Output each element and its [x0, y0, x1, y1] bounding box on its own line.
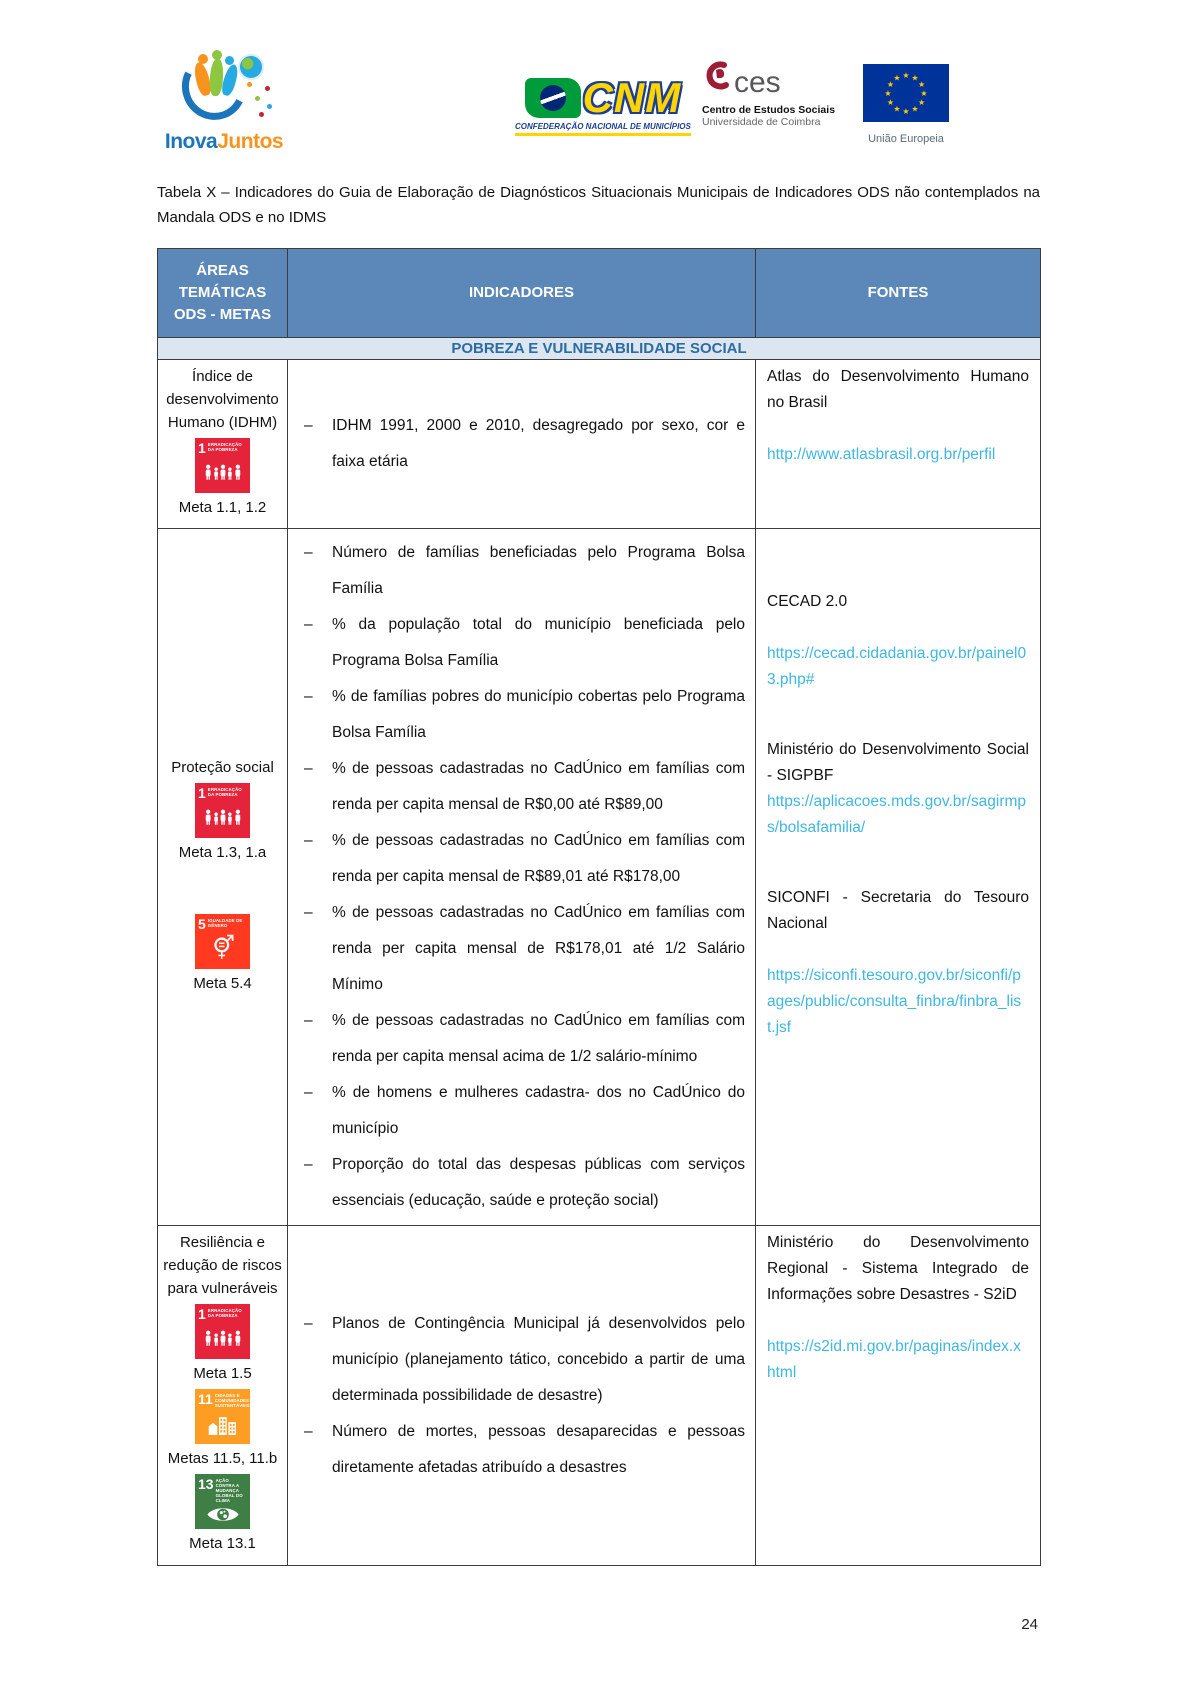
ces-logo — [702, 60, 835, 128]
svg-text:★: ★ — [920, 89, 928, 98]
source-name: CECAD 2.0 — [767, 593, 848, 610]
indicators-cell — [288, 360, 756, 529]
meta-label: Metas 11.5, 11.b — [167, 1450, 278, 1467]
meta-label: Meta 1.5 — [193, 1365, 252, 1382]
fontes-cell — [756, 529, 1041, 1226]
source-name: Ministério do Desenvolvimento Social - SIGPBF — [767, 741, 1029, 784]
ces-wordmark: ces — [734, 66, 781, 99]
indicator-item: – Planos de Contingência Municipal já desenvolvidos pelo município (planejamento tático, concebido a partir de uma determinada possibilidade de desastre) — [296, 1306, 745, 1414]
cnm-caption: CONFEDERAÇÃO NACIONAL DE MUNICÍPIOS — [515, 122, 691, 136]
source-link[interactable]: https://aplicacoes.mds.gov.br/sagirmps/bolsafamilia/ — [767, 793, 1027, 836]
area-title: Proteção social — [171, 758, 274, 776]
indicators-table — [157, 248, 1041, 1566]
cnm-wordmark: CNM — [582, 74, 682, 121]
sdg-1-icon: 1 ERRADICAÇÃO DA POBREZA — [195, 1304, 250, 1359]
brazil-flag-icon — [525, 78, 581, 118]
eu-logo — [863, 64, 949, 145]
indicator-item: – % de homens e mulheres cadastra- dos no CadÚnico do município — [296, 1075, 745, 1147]
svg-text:★: ★ — [893, 73, 901, 83]
indicator-item: – Número de famílias beneficiadas pelo Programa Bolsa Família — [296, 535, 745, 607]
svg-text:★: ★ — [911, 73, 919, 83]
svg-text:★: ★ — [918, 80, 926, 89]
indicators-cell — [288, 529, 756, 1226]
area-title: Índice de desenvolvimento Humano (IDHM) — [166, 368, 279, 431]
inovajuntos-emblem-icon — [176, 52, 272, 126]
column-header-areas: ÁREAS TEMÁTICAS ODS - METAS — [158, 249, 288, 338]
area-cell-protecao-social — [158, 529, 288, 1226]
indicator-item: – Número de mortes, pessoas desaparecidas e pessoas diretamente afetadas atribuído a desastres — [296, 1414, 745, 1486]
source-link[interactable]: http://www.atlasbrasil.org.br/perfil — [767, 446, 996, 463]
eu-flag-icon — [863, 64, 949, 122]
section-title: POBREZA E VULNERABILIDADE SOCIAL — [158, 338, 1041, 360]
source-name: SICONFI - Secretaria do Tesouro Nacional — [767, 889, 1029, 932]
table-row — [158, 360, 1041, 529]
sdg-1-icon: 1 ERRADICAÇÃO DA POBREZA — [195, 783, 250, 838]
sdg-1-icon: 1 ERRADICAÇÃO DA POBREZA — [195, 438, 250, 493]
meta-label: Meta 1.1, 1.2 — [178, 499, 267, 516]
svg-text:★: ★ — [911, 104, 919, 114]
meta-label: Meta 13.1 — [189, 1535, 256, 1552]
area-cell-idhm — [158, 360, 288, 529]
svg-text:★: ★ — [886, 80, 894, 89]
table-caption: Tabela X – Indicadores do Guia de Elaboração de Diagnósticos Situacionais Municipais de Indicadores ODS não contemplados na Mandala ODS e no IDMS — [157, 184, 1040, 226]
sdg-11-icon: 11 CIDADES E COMUNIDADES SUSTENTÁVEIS — [195, 1389, 250, 1444]
indicator-item: – % de pessoas cadastradas no CadÚnico em famílias com renda per capita mensal de R$89,01 até R$178,00 — [296, 823, 745, 895]
source-link[interactable]: https://s2id.mi.gov.br/paginas/index.xhtml — [767, 1338, 1021, 1381]
indicator-item: – % de pessoas cadastradas no CadÚnico em famílias com renda per capita mensal acima de 1/2 salário-mínimo — [296, 1003, 745, 1075]
svg-text:★: ★ — [893, 104, 901, 114]
fontes-cell — [756, 360, 1041, 529]
section-row — [158, 338, 1041, 360]
indicator-item: – IDHM 1991, 2000 e 2010, desagregado por sexo, cor e faixa etária — [296, 408, 745, 480]
meta-label: Meta 1.3, 1.a — [178, 843, 267, 861]
area-cell-resiliencia — [158, 1226, 288, 1566]
svg-text:★: ★ — [884, 89, 892, 98]
svg-text:★: ★ — [902, 71, 910, 80]
ces-caption-line2: Universidade de Coimbra — [702, 116, 821, 128]
sdg-5-icon: 5 IGUALDADE DE GÊNERO — [195, 914, 250, 969]
source-link[interactable]: https://cecad.cidadania.gov.br/painel03.php# — [767, 645, 1027, 688]
ces-emblem-icon — [702, 60, 732, 96]
indicator-item: – % de pessoas cadastradas no CadÚnico em famílias com renda per capita mensal de R$0,00 até R$89,00 — [296, 751, 745, 823]
indicators-cell — [288, 1226, 756, 1566]
svg-text:★: ★ — [886, 98, 894, 107]
page-number: 24 — [1021, 1616, 1038, 1633]
cnm-logo — [515, 74, 691, 136]
indicator-item: – % de famílias pobres do município cobertas pelo Programa Bolsa Família — [296, 679, 745, 751]
source-name: Ministério do Desenvolvimento Regional - Sistema Integrado de Informações sobre Desastres - S2iD — [767, 1234, 1029, 1303]
area-title: Resiliência e redução de riscos para vulneráveis — [163, 1234, 282, 1297]
inovajuntos-logo — [159, 52, 289, 154]
indicator-item: – Proporção do total das despesas públicas com serviços essenciais (educação, saúde e proteção social) — [296, 1147, 745, 1219]
source-link[interactable]: https://siconfi.tesouro.gov.br/siconfi/pages/public/consulta_finbra/finbra_list.jsf — [767, 967, 1022, 1036]
meta-label: Meta 5.4 — [193, 974, 252, 992]
globe-icon — [238, 54, 264, 80]
table-header-row — [158, 249, 1041, 338]
svg-text:★: ★ — [902, 107, 910, 116]
inovajuntos-wordmark: InovaJuntos — [164, 130, 284, 153]
indicator-item: – % de pessoas cadastradas no CadÚnico em famílias com renda per capita mensal de R$178,01 até 1/2 Salário Mínimo — [296, 895, 745, 1003]
eu-caption: União Europeia — [868, 133, 944, 145]
indicator-item: – % da população total do município beneficiada pelo Programa Bolsa Família — [296, 607, 745, 679]
ces-caption-line1: Centro de Estudos Sociais — [702, 104, 836, 116]
svg-text:★: ★ — [918, 98, 926, 107]
table-row — [158, 529, 1041, 1226]
table-row — [158, 1226, 1041, 1566]
sdg-13-icon: 13 AÇÃO CONTRA A MUDANÇA GLOBAL DO CLIMA — [195, 1474, 250, 1529]
column-header-indicadores: INDICADORES — [288, 249, 756, 338]
fontes-cell — [756, 1226, 1041, 1566]
column-header-fontes: FONTES — [756, 249, 1041, 338]
source-name: Atlas do Desenvolvimento Humano no Brasil — [767, 368, 1029, 411]
logo-bar — [157, 52, 1040, 158]
